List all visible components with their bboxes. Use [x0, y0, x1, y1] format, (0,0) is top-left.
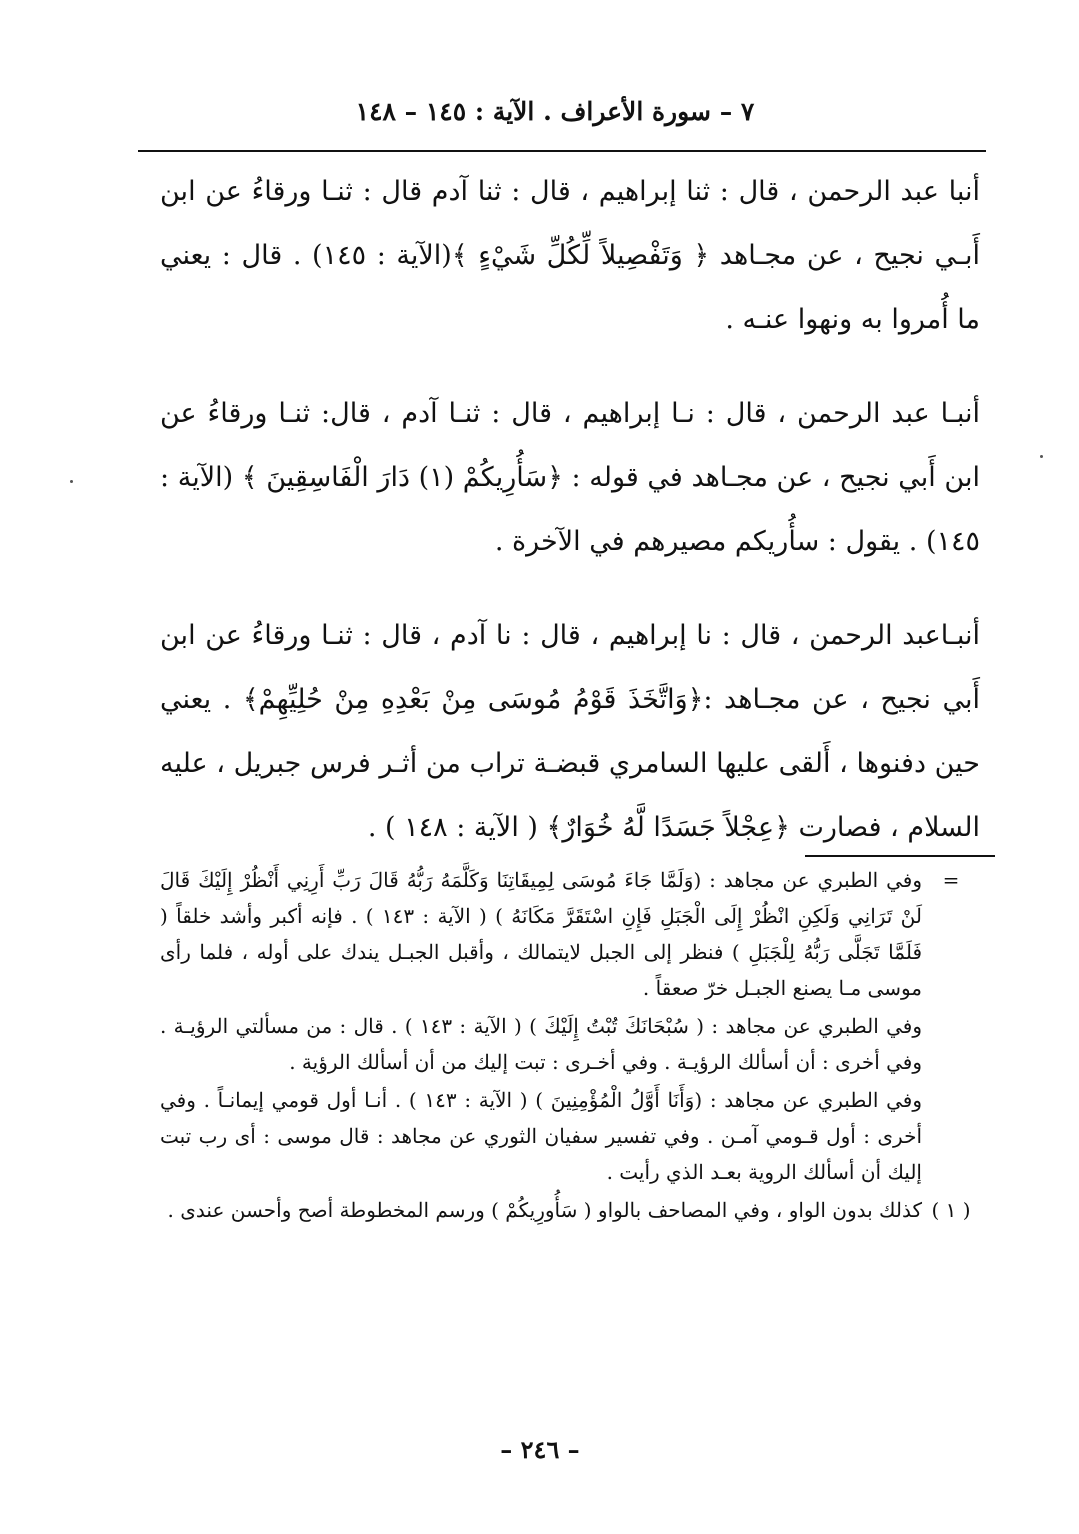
main-text: [160, 160, 980, 860]
continuation-mark: =: [942, 868, 960, 892]
paragraph-2: أنبـا عبد الرحمن ، قال : نـا إبراهيم ، قال : ثنـا آدم ، قال: ثنـا ورقاءُ عن ابن أَبي نجيح ، عن مجـاهد في قوله : ﴿سَأُرِيكُمْ (١) دَارَ الْفَاسِقِينَ ﴾ (الآية : ١٤٥) . يقول : سأُريكم مصيرهم في الآخرة .: [160, 398, 980, 557]
footnote-1: [160, 1192, 980, 1228]
footnote-rule: [805, 855, 995, 857]
scan-speck: [1040, 455, 1043, 458]
paragraph-3: أنبـاعبد الرحمن ، قال : نا إبراهيم ، قال : نا آدم ، قال : ثنـا ورقاءُ عن ابن أَبي نجيح ، عن مجـاهد :﴿وَاتَّخَذَ قَوْمُ مُوسَى مِنْ بَعْدِهِ مِنْ حُلِيِّهِمْ﴾ . يعني حين دفنوها ، أَلقى عليها السامري قبضـة تراب من أثـر فرس جبريل ، عليه السلام ، فصارت ﴿عِجْلاً جَسَدًا لَّهُ خُوَارٌ﴾ ( الآية : ١٤٨ ) .: [160, 620, 980, 843]
footnote-continuation: [160, 862, 980, 1006]
paragraph-1: أنبا عبد الرحمن ، قال : ثنا إبراهيم ، قال : ثنا آدم قال : ثنـا ورقاءُ عن ابن أَبـي نجيح ، عن مجـاهد ﴿ وَتَفْصِيلاً لِّكُلِّ شَيْءٍ ﴾(الآية : ١٤٥) . قال : يعني ما أُمروا به ونهوا عنـه .: [160, 176, 980, 335]
header-rule: [138, 150, 986, 152]
footnote-1-text: كذلك بدون الواو ، وفي المصاحف بالواو ( سَأُورِيكُمْ ) ورسم المخطوطة أصح وأحسن عندى .: [167, 1198, 922, 1222]
footnote-paragraph-2: وفي الطبري عن مجاهد : (وَأَنَا أَوَّلُ الْمُؤْمِنِينَ ) ( الآية : ١٤٣ ) . أنـا أول قومي إيمانـاً . وفي أخرى : أول قـومي آمـن . وفي تفسير سفيان الثوري عن مجاهد : قال موسى : أى رب تبت إليك أن أسألك الروية بعـد الذي رأيت .: [160, 1088, 922, 1184]
footnotes: [160, 862, 980, 1230]
footnote-paragraph-1: وفي الطبري عن مجاهد : ( سُبْحَانَكَ تُبْتُ إِلَيْكَ ) ( الآية : ١٤٣ ) . قال : من مسألتي الرؤيـة . وفي أخرى : أن أسألك الرؤيـة . وفي أخـرى : تبت إليك من أن أسألك الرؤية .: [160, 1014, 922, 1074]
page-number: – ٢٤٦ –: [500, 1435, 580, 1464]
scan-speck: [70, 480, 73, 483]
footnote-1-mark: ( ١ ): [931, 1198, 971, 1222]
continuation-text: وفي الطبري عن مجاهد : (وَلَمَّا جَاءَ مُوسَى لِمِيقَاتِنَا وَكَلَّمَهُ رَبُّهُ قَالَ رَبِّ أَرِنِي أَنْظُرْ إِلَيْكَ قَالَ لَنْ تَرَانِي وَلَكِنِ انْظُرْ إِلَى الْجَبَلِ فَإِنِ اسْتَقَرَّ مَكَانَهُ ) ( الآية : ١٤٣ ) . فإنه أكبر وأشد خلقاً ( فَلَمَّا تَجَلَّى رَبُّهُ لِلْجَبَلِ ) فنظر إلى الجبل لايتمالك ، وأقبل الجبـل يندك على أوله ، فلما رأى موسى مـا يصنع الجبـل خرّ صعقاً .: [160, 868, 922, 1000]
running-header: ٧ – سورة الأعراف . الآية : ١٤٥ – ١٤٨: [355, 97, 755, 126]
